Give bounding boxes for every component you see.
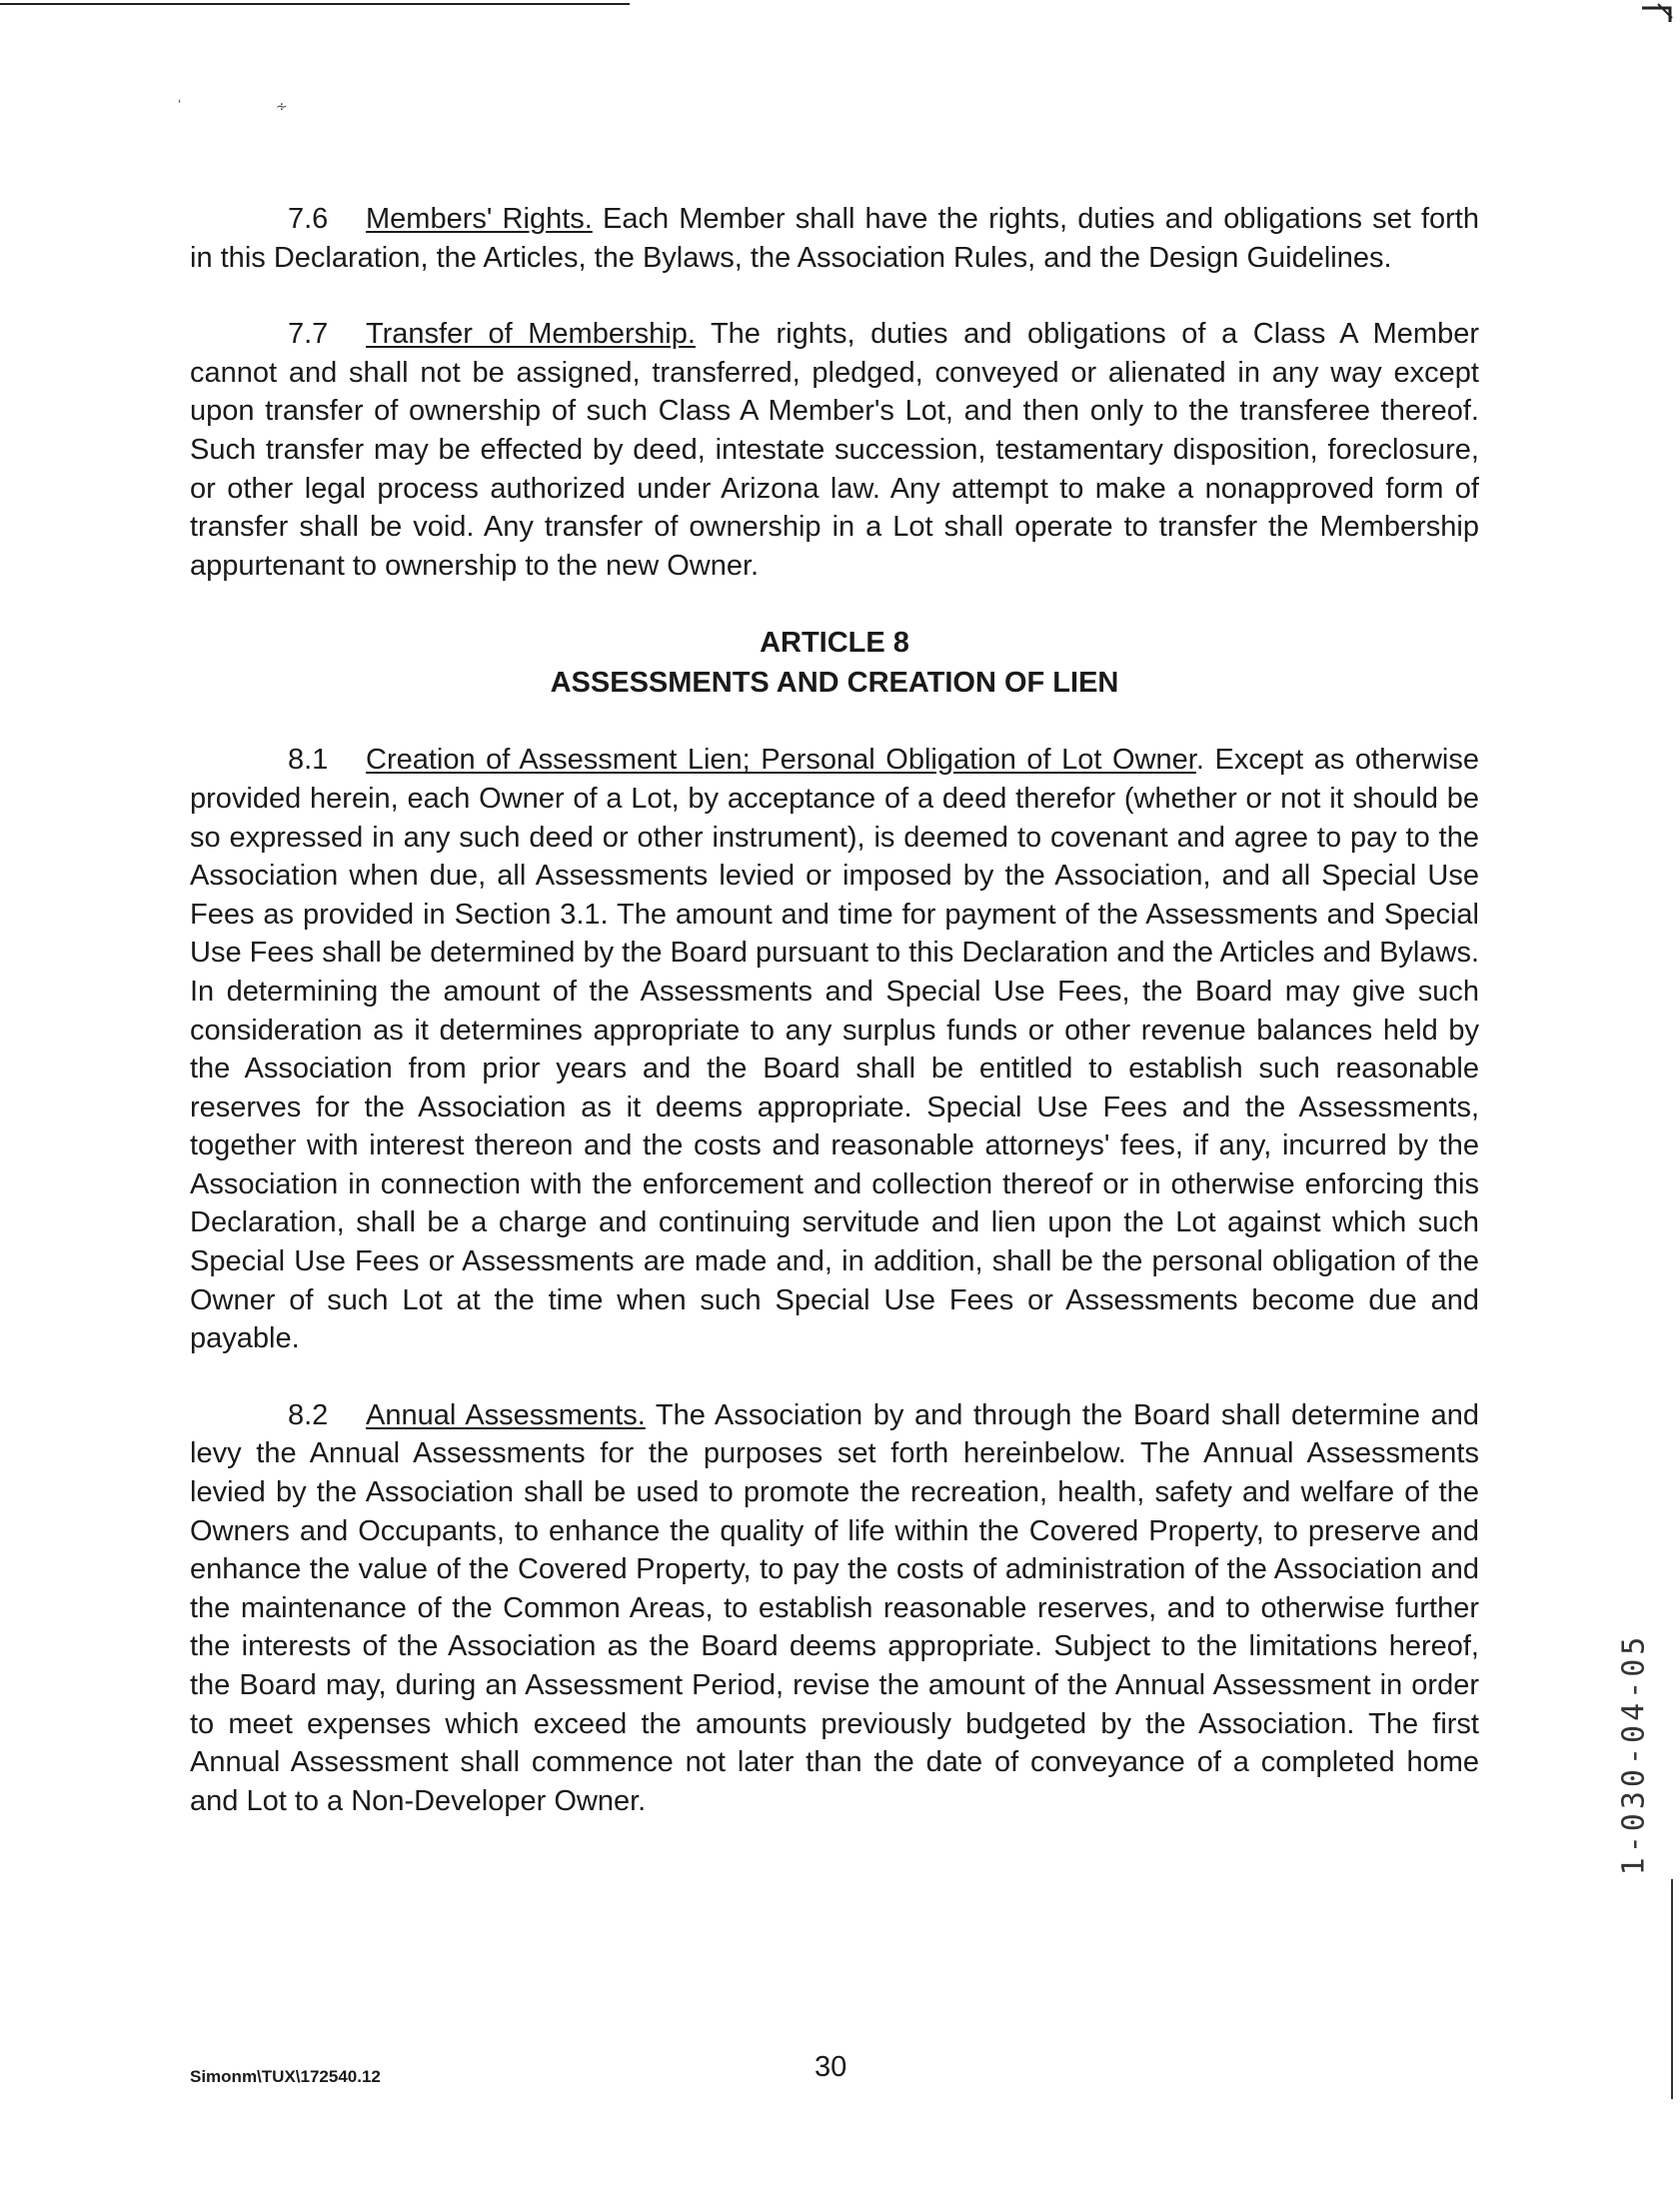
section-8-2 (190, 1396, 1479, 1821)
article-title: ASSESSMENTS AND CREATION OF LIEN (550, 667, 1119, 700)
footer-document-id: Simonm\TUX\172540.12 (190, 2067, 381, 2086)
section-title: Annual Assessments. (366, 1398, 646, 1431)
section-text: The Association by and through the Board shall determine and levy the Annual Assessments for the purposes set forth hereinbelow. The Annual Assessments levied by the Association shall be used to promote the recreation, health, safety and welfare of the Owners and Occupants, to enhance the quality of life within the Covered Property, to preserve and enhance the value of the Covered Property, to pay the costs of administration of the Association and the maintenance of the Common Areas, to establish reasonable reserves, and to otherwise further the interests of the Association as the Board deems appropriate. Subject to the limitations hereof, the Board may, during an Assessment Period, revise the amount of the Annual Assessment in order to meet expenses which exceed the amounts previously budgeted by the Association. The first Annual Assessment shall commence not later than the date of conveyance of a completed home and Lot to a Non-Developer Owner. (190, 1398, 1479, 1817)
section-text: The rights, duties and obligations of a Class A Member cannot and shall not be assigned, transferred, pledged, conveyed or alienated in any way except upon transfer of ownership of such Class A Member's Lot, and then only to the transferee thereof. Such transfer may be effected by deed, intestate succession, testamentary disposition, foreclosure, or other legal process authorized under Arizona law. Any attempt to make a nonapproved form of transfer shall be void. Any transfer of ownership in a Lot shall operate to transfer the Membership appurtenant to ownership to the new Owner. (190, 318, 1479, 582)
top-scan-rule (0, 3, 630, 5)
section-number: 8.2 (288, 1398, 329, 1431)
recording-stamp-text: 1-030-04-05 (1616, 1632, 1652, 1876)
scan-speck: ‘ (178, 96, 182, 112)
corner-scan-mark (1640, 2, 1674, 24)
document-body (190, 200, 1479, 1820)
section-number: 7.7 (288, 318, 329, 351)
article-label: ARTICLE 8 (760, 627, 909, 660)
section-title: Transfer of Membership. (366, 318, 696, 351)
article-heading (190, 623, 1479, 703)
section-text: Each Member shall have the rights, duties and obligations set forth in this Declaration, the Articles, the Bylaws, the Association Rules, and the Design Guidelines. (190, 203, 1479, 274)
recording-stamp (1614, 1589, 1654, 1919)
section-title: Members' Rights. (366, 203, 593, 235)
section-7-6 (190, 200, 1479, 277)
section-number: 8.1 (288, 744, 329, 777)
page-number: 30 (815, 2051, 847, 2083)
section-text: . Except as otherwise provided herein, each Owner of a Lot, by acceptance of a deed therefor (whether or not it should be so expressed in any such deed or other instrument), is deemed to covenant and agree to pay to the Association when due, all Assessments levied or imposed by the Association, and all Special Use Fees as provided in Section 3.1. The amount and time for payment of the Assessments and Special Use Fees shall be determined by the Board pursuant to this Declaration and the Articles and Bylaws. In determining the amount of the Assessments and Special Use Fees, the Board may give such consideration as it determines appropriate to any surplus funds or other revenue balances held by the Association from prior years and the Board shall be entitled to establish such reasonable reserves for the Association as it deems appropriate. Special Use Fees and the Assessments, together with interest thereon and the costs and reasonable attorneys' fees, if any, incurred by the Association in connection with the enforcement and collection thereof or in otherwise enforcing this Declaration, shall be a charge and continuing servitude and lien upon the Lot against which such Special Use Fees or Assessments are made and, in addition, shall be the personal obligation of the Owner of such Lot at the time when such Special Use Fees or Assessments become due and payable. (190, 744, 1479, 1355)
section-7-7 (190, 315, 1479, 585)
section-8-1 (190, 741, 1479, 1358)
section-number: 7.6 (288, 203, 329, 235)
scan-speck: ∻ (276, 98, 288, 114)
right-edge-rule (1671, 1879, 1673, 2099)
section-title: Creation of Assessment Lien; Personal Obligation of Lot Owner (366, 744, 1196, 777)
